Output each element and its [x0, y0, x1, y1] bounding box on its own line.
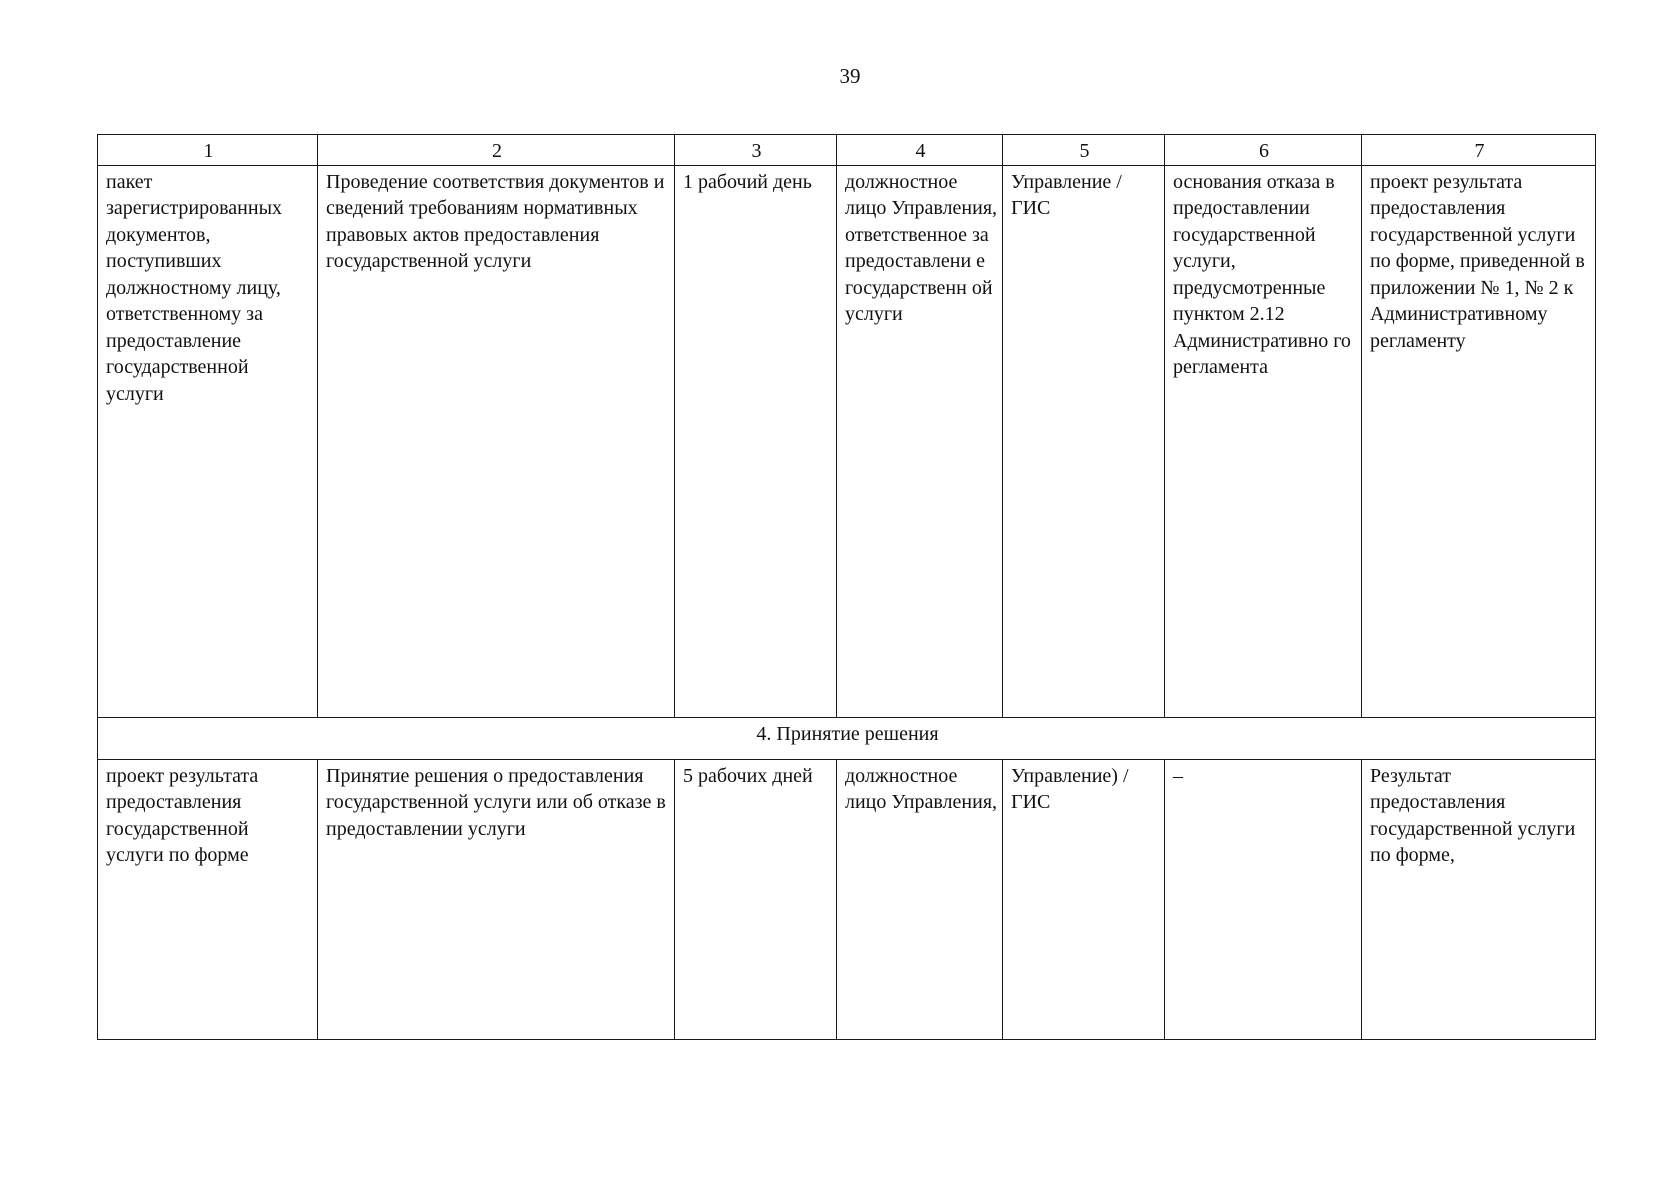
table-cell: Результат предоставления государственной услуги по форме, [1362, 759, 1596, 1039]
table-cell: проект результата предоставления государственной услуги по форме [98, 759, 318, 1039]
table-cell: Принятие решения о предоставления государственной услуги или об отказе в предоставлении услуги [318, 759, 675, 1039]
table-cell: должностное лицо Управления, [837, 759, 1003, 1039]
table-cell: 5 рабочих дней [675, 759, 837, 1039]
table-cell: Управление / ГИС [1003, 165, 1165, 717]
column-header: 6 [1165, 135, 1362, 166]
page-number: 39 [839, 64, 861, 88]
section-row [98, 717, 1596, 759]
procedure-table [97, 134, 1596, 1040]
column-header: 4 [837, 135, 1003, 166]
table-cell: должностное лицо Управления, ответственное за предоставлени е государственн ой услуги [837, 165, 1003, 717]
table-row [98, 759, 1596, 1039]
table-cell: – [1165, 759, 1362, 1039]
table-row [98, 165, 1596, 717]
column-header: 3 [675, 135, 837, 166]
column-header: 5 [1003, 135, 1165, 166]
column-header: 1 [98, 135, 318, 166]
column-header: 7 [1362, 135, 1596, 166]
table-cell: 1 рабочий день [675, 165, 837, 717]
table-cell: пакет зарегистрированных документов, поступивших должностному лицу, ответственному за предоставление государственной услуги [98, 165, 318, 717]
column-header: 2 [318, 135, 675, 166]
section-title: 4. Принятие решения [98, 717, 1596, 759]
table-cell: проект результата предоставления государственной услуги по форме, приведенной в приложении № 1, № 2 к Административному регламенту [1362, 165, 1596, 717]
table-header-row [98, 135, 1596, 166]
table-cell: основания отказа в предоставлении государственной услуги, предусмотренные пунктом 2.12 Административно го регламента [1165, 165, 1362, 717]
table-cell: Управление) / ГИС [1003, 759, 1165, 1039]
table-cell: Проведение соответствия документов и сведений требованиям нормативных правовых актов предоставления государственной услуги [318, 165, 675, 717]
